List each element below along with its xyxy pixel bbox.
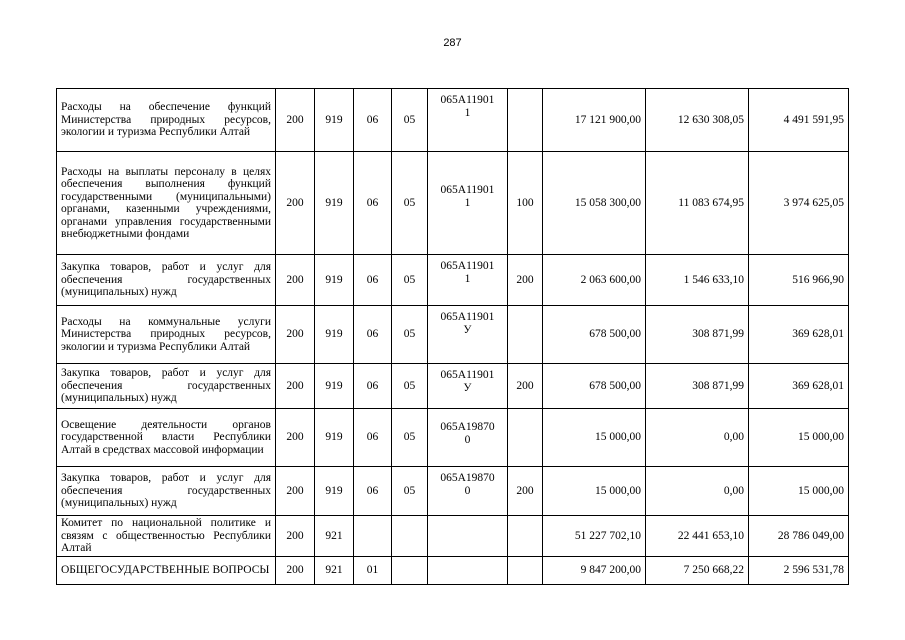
cell-code (428, 255, 508, 306)
cell-col4: 05 (392, 152, 428, 255)
cell-type (508, 409, 543, 467)
cell-sum1: 15 000,00 (543, 467, 646, 516)
cell-col2: 921 (315, 556, 354, 584)
table-row (57, 306, 849, 364)
cell-sum2: 0,00 (646, 467, 749, 516)
table-row (57, 89, 849, 152)
cell-code (428, 364, 508, 409)
page-number: 287 (443, 37, 462, 49)
cell-sum1: 678 500,00 (543, 364, 646, 409)
cell-col4: 05 (392, 467, 428, 516)
cell-col2: 919 (315, 152, 354, 255)
cell-type (508, 556, 543, 584)
expense-name: Закупка товаров, работ и услуг для обеспечения государственных (муниципальных) нужд (57, 255, 276, 306)
table-row (57, 364, 849, 409)
cell-col4: 05 (392, 89, 428, 152)
cell-sum1: 15 058 300,00 (543, 152, 646, 255)
cell-col3: 06 (354, 364, 392, 409)
cell-sum2: 1 546 633,10 (646, 255, 749, 306)
cell-code (428, 409, 508, 467)
cell-col3 (354, 516, 392, 557)
cell-sum3: 15 000,00 (749, 467, 849, 516)
cell-col2: 919 (315, 467, 354, 516)
cell-col3: 01 (354, 556, 392, 584)
code-line2: 1 (464, 196, 471, 209)
cell-type: 200 (508, 364, 543, 409)
cell-col2: 919 (315, 255, 354, 306)
cell-col3: 06 (354, 152, 392, 255)
expense-name: Закупка товаров, работ и услуг для обеспечения государственных (муниципальных) нужд (57, 364, 276, 409)
cell-col1: 200 (276, 467, 315, 516)
cell-type (508, 306, 543, 364)
cell-code (428, 516, 508, 557)
cell-sum3: 28 786 049,00 (749, 516, 849, 557)
code-line1: 065A11901 (440, 369, 495, 381)
cell-sum3: 369 628,01 (749, 364, 849, 409)
code-line1: 065A19870 (440, 472, 495, 484)
cell-col4: 05 (392, 255, 428, 306)
cell-col2: 919 (315, 409, 354, 467)
cell-col2: 919 (315, 306, 354, 364)
cell-sum1: 51 227 702,10 (543, 516, 646, 557)
code-line1: 065A11901 (440, 260, 495, 272)
cell-sum2: 0,00 (646, 409, 749, 467)
expense-name: Расходы на коммунальные услуги Министерства природных ресурсов, экологии и туризма Республики Алтай (57, 306, 276, 364)
cell-sum2: 7 250 668,22 (646, 556, 749, 584)
cell-col4: 05 (392, 409, 428, 467)
table-row (57, 467, 849, 516)
cell-type: 200 (508, 467, 543, 516)
cell-col3: 06 (354, 409, 392, 467)
cell-col1: 200 (276, 306, 315, 364)
cell-col1: 200 (276, 516, 315, 557)
cell-col4 (392, 556, 428, 584)
cell-sum3: 3 974 625,05 (749, 152, 849, 255)
cell-col3: 06 (354, 467, 392, 516)
cell-sum1: 17 121 900,00 (543, 89, 646, 152)
cell-code (428, 152, 508, 255)
cell-type: 100 (508, 152, 543, 255)
cell-sum2: 22 441 653,10 (646, 516, 749, 557)
code-line1: 065A11901 (440, 311, 495, 323)
cell-type (508, 89, 543, 152)
cell-col4 (392, 516, 428, 557)
cell-sum2: 12 630 308,05 (646, 89, 749, 152)
cell-sum3: 4 491 591,95 (749, 89, 849, 152)
cell-col1: 200 (276, 556, 315, 584)
cell-col1: 200 (276, 255, 315, 306)
table-row (57, 152, 849, 255)
cell-sum2: 308 871,99 (646, 306, 749, 364)
cell-col3: 06 (354, 306, 392, 364)
expense-name: ОБЩЕГОСУДАРСТВЕННЫЕ ВОПРОСЫ (57, 556, 276, 584)
table-row (57, 556, 849, 584)
cell-sum1: 2 063 600,00 (543, 255, 646, 306)
cell-sum3: 516 966,90 (749, 255, 849, 306)
cell-col2: 919 (315, 89, 354, 152)
cell-type (508, 516, 543, 557)
code-line2: 0 (464, 484, 471, 497)
table-row (57, 255, 849, 306)
expense-name: Освещение деятельности органов государственной власти Республики Алтай в средствах массовой информации (57, 409, 276, 467)
budget-table (56, 88, 849, 585)
cell-sum2: 11 083 674,95 (646, 152, 749, 255)
code-line2: 0 (464, 433, 471, 446)
table-row (57, 409, 849, 467)
cell-sum2: 308 871,99 (646, 364, 749, 409)
expense-name: Закупка товаров, работ и услуг для обеспечения государственных (муниципальных) нужд (57, 467, 276, 516)
cell-col4: 05 (392, 364, 428, 409)
cell-sum3: 15 000,00 (749, 409, 849, 467)
cell-col1: 200 (276, 89, 315, 152)
cell-code (428, 556, 508, 584)
cell-sum1: 678 500,00 (543, 306, 646, 364)
cell-col4: 05 (392, 306, 428, 364)
cell-sum1: 9 847 200,00 (543, 556, 646, 584)
cell-col3: 06 (354, 255, 392, 306)
cell-col3: 06 (354, 89, 392, 152)
code-line2: 1 (464, 272, 471, 285)
cell-col2: 919 (315, 364, 354, 409)
cell-col1: 200 (276, 152, 315, 255)
cell-type: 200 (508, 255, 543, 306)
code-line2: У (463, 381, 472, 394)
code-line1: 065A11901 (440, 94, 495, 106)
cell-code (428, 89, 508, 152)
expense-name: Расходы на выплаты персоналу в целях обеспечения выполнения функций государственными (муниципальными) органами, казенными учреждениями, органами управления государственными внебюджетными фондами (57, 152, 276, 255)
table-row (57, 516, 849, 557)
code-line1: 065A11901 (440, 184, 495, 196)
expense-name: Расходы на обеспечение функций Министерства природных ресурсов, экологии и туризма Республики Алтай (57, 89, 276, 152)
code-line1: 065A19870 (440, 421, 495, 433)
cell-sum1: 15 000,00 (543, 409, 646, 467)
code-line2: 1 (464, 106, 471, 119)
cell-sum3: 369 628,01 (749, 306, 849, 364)
cell-sum3: 2 596 531,78 (749, 556, 849, 584)
cell-code (428, 467, 508, 516)
code-line2: У (463, 323, 472, 336)
cell-code (428, 306, 508, 364)
cell-col1: 200 (276, 409, 315, 467)
cell-col1: 200 (276, 364, 315, 409)
cell-col2: 921 (315, 516, 354, 557)
expense-name: Комитет по национальной политике и связям с общественностью Республики Алтай (57, 516, 276, 557)
